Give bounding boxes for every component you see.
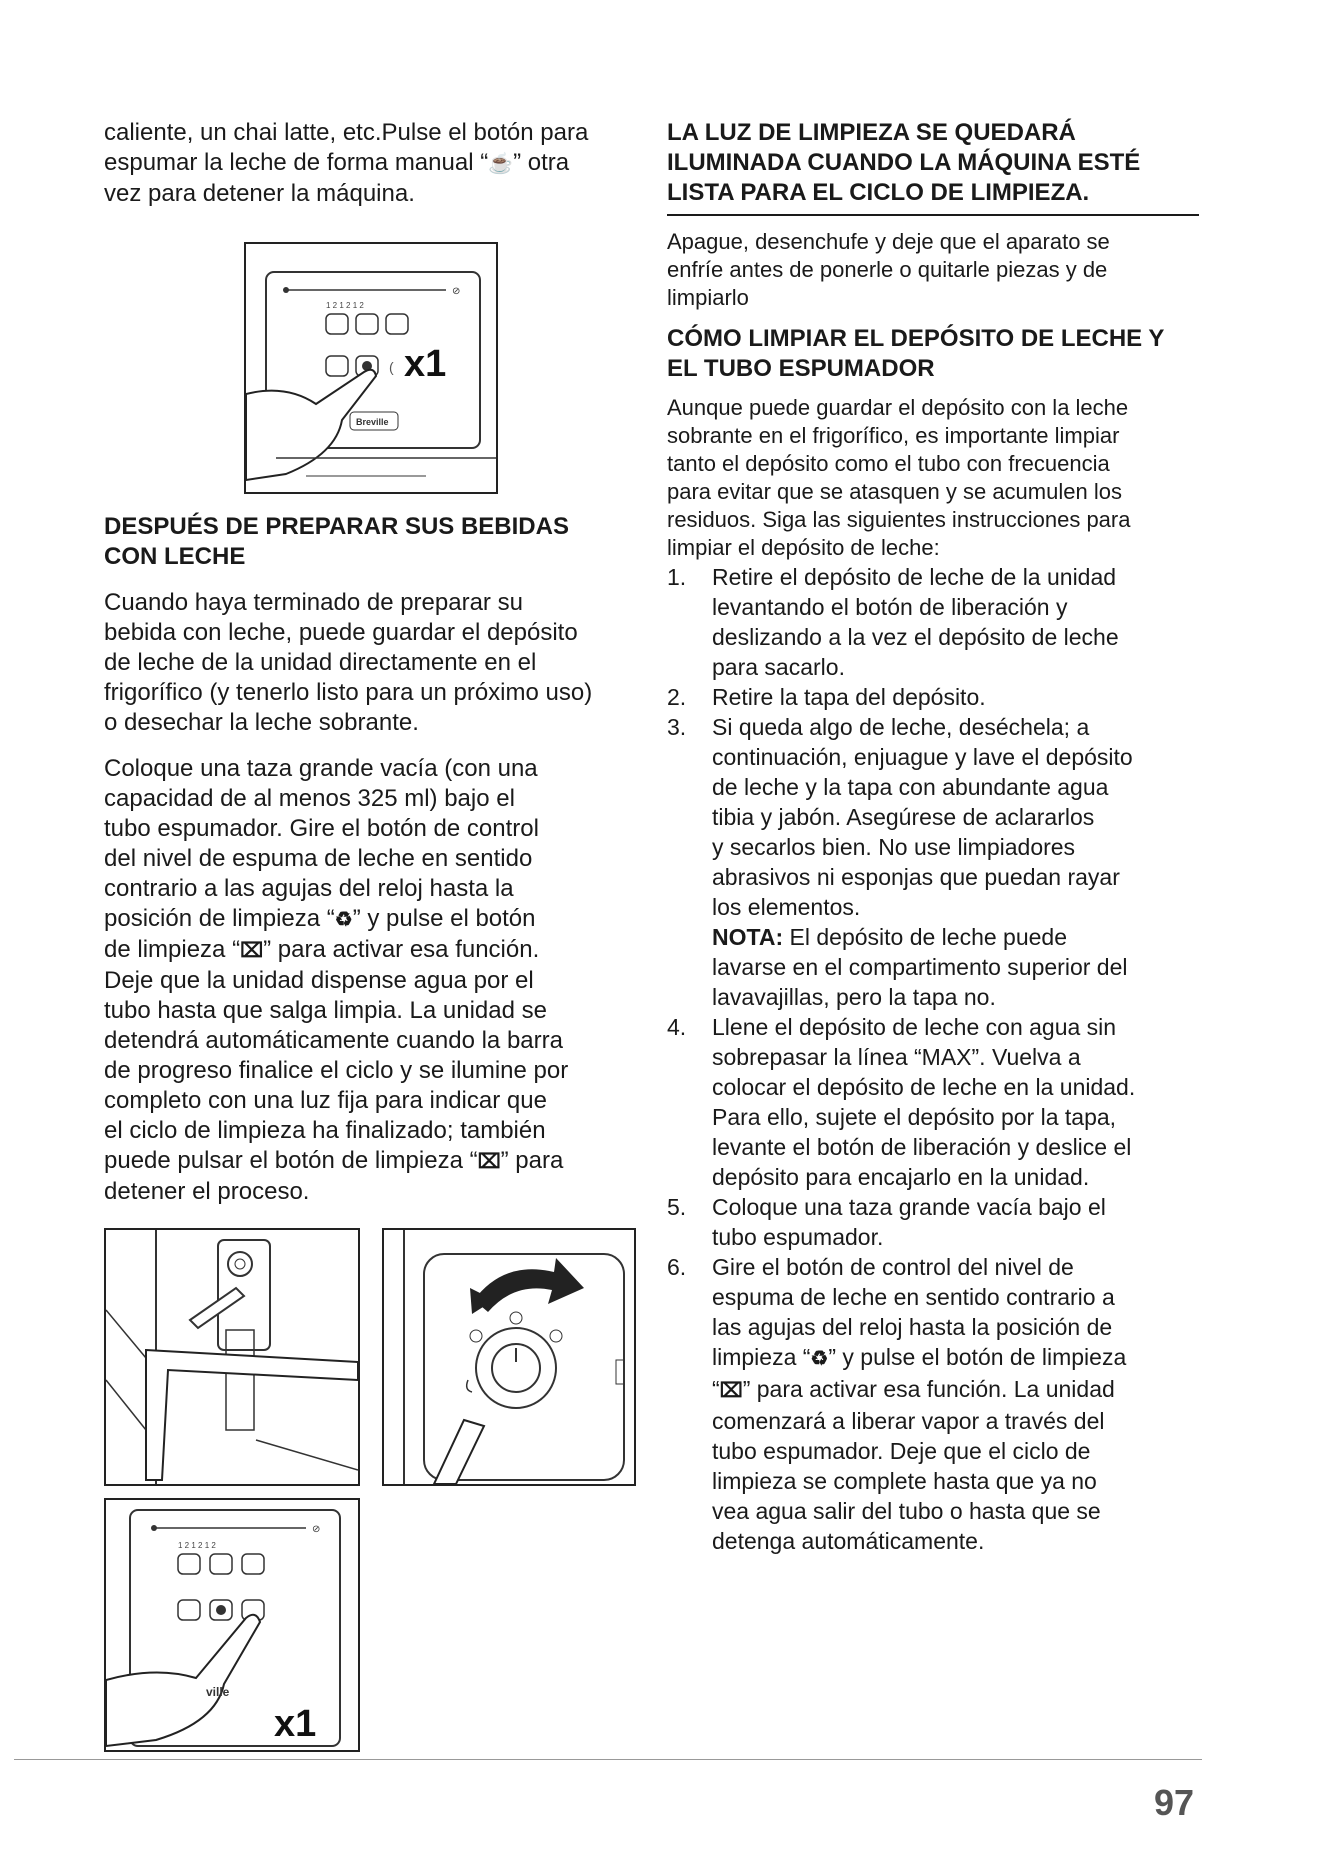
note-text: El depósito de leche puede xyxy=(783,924,1068,950)
intro-line: residuos. Siga las siguientes instrucciones para xyxy=(667,507,1131,532)
step6-line-4-start: limpieza “ xyxy=(712,1344,811,1370)
step-line: Para ello, sujete el depósito por la tapa, xyxy=(712,1104,1117,1130)
cleaning-steps xyxy=(667,562,1199,1556)
intro-line-2-end: ” otra xyxy=(513,149,570,176)
step-item xyxy=(667,1252,1199,1556)
para2-line: capacidad de al menos 325 ml) bajo el xyxy=(104,785,515,812)
step-line: levantando el botón de liberación y xyxy=(712,594,1068,620)
step-line: limpieza se complete hasta que ya no xyxy=(712,1468,1097,1494)
step-line: tubo espumador. Deje que el ciclo de xyxy=(712,1438,1091,1464)
step-line: y secarlos bien. No use limpiadores xyxy=(712,834,1076,860)
step6-line-4-end: ” y pulse el botón de limpieza xyxy=(828,1344,1127,1370)
step-line: Si queda algo de leche, deséchela; a xyxy=(712,714,1090,740)
warning-line: Apague, desenchufe y deje que el aparato se xyxy=(667,229,1110,254)
para2-line-7-end: ” para activar esa función. xyxy=(263,936,540,963)
step-line: comenzará a liberar vapor a través del xyxy=(712,1408,1105,1434)
step-line: Retire la tapa del depósito. xyxy=(712,684,986,710)
warning-line: enfríe antes de ponerle o quitarle piezas y de xyxy=(667,257,1108,282)
intro-line-3: vez para detener la máquina. xyxy=(104,180,415,207)
step-line: los elementos. xyxy=(712,894,861,920)
para2-line-14-end: ” para xyxy=(500,1147,564,1174)
clean-tank-heading-line: CÓMO LIMPIAR EL DEPÓSITO DE LECHE Y xyxy=(667,325,1165,352)
para2-line: tubo hasta que salga limpia. La unidad se xyxy=(104,997,547,1024)
step-line: espuma de leche en sentido contrario a xyxy=(712,1284,1115,1310)
step-item xyxy=(667,1192,1199,1252)
para2-line: detener el proceso. xyxy=(104,1178,310,1205)
fig4-brand: ville xyxy=(206,1685,230,1699)
clean-position-icon: ♻ xyxy=(810,1348,829,1370)
intro-line-2-start: espumar la leche de forma manual “ xyxy=(104,149,489,176)
page-number: 97 xyxy=(1153,1782,1194,1823)
step-line xyxy=(712,1374,1199,1406)
step-number: 3. xyxy=(667,714,687,740)
step-number: 6. xyxy=(667,1254,687,1280)
light-heading-line: LISTA PARA EL CICLO DE LIMPIEZA. xyxy=(667,179,1090,206)
step-item xyxy=(667,562,1199,682)
step6-line-5-end: ” para activar esa función. La unidad xyxy=(742,1376,1115,1402)
clean-button-icon: ⌧ xyxy=(477,1151,501,1173)
step-line: depósito para encajarlo en la unidad. xyxy=(712,1164,1090,1190)
clean-position-icon: ♻ xyxy=(334,909,353,931)
para2-line-14-start: puede pulsar el botón de limpieza “ xyxy=(104,1147,478,1174)
intro-line: sobrante en el frigorífico, es importante limpiar xyxy=(667,423,1120,448)
fig1-x1-label: x1 xyxy=(404,343,447,385)
para2-line: de progreso finalice el ciclo y se ilumine por xyxy=(104,1057,569,1084)
para2-line xyxy=(104,1146,634,1177)
step-line: tibia y jabón. Asegúrese de aclararlos xyxy=(712,804,1095,830)
para1-line: bebida con leche, puede guardar el depósito xyxy=(104,619,578,646)
svg-text:⊘: ⊘ xyxy=(452,286,461,297)
note-line xyxy=(712,922,1199,952)
intro-line: Aunque puede guardar el depósito con la leche xyxy=(667,395,1129,420)
fig1-brand: Breville xyxy=(356,417,389,427)
step-line: vea agua salir del tubo o hasta que se xyxy=(712,1498,1101,1524)
para1-line: Cuando haya terminado de preparar su xyxy=(104,589,523,616)
clean-button-icon: ⌧ xyxy=(240,940,264,962)
para2-line: contrario a las agujas del reloj hasta la xyxy=(104,875,514,902)
para2-line: Deje que la unidad dispense agua por el xyxy=(104,967,534,994)
para2-line xyxy=(104,904,634,935)
right-column xyxy=(667,118,1199,1556)
figure-panel-froth xyxy=(244,242,498,494)
step-line: de leche y la tapa con abundante agua xyxy=(712,774,1109,800)
step-item xyxy=(667,1012,1199,1192)
note-line: lavavajillas, pero la tapa no. xyxy=(712,984,996,1010)
para2-line: Coloque una taza grande vacía (con una xyxy=(104,755,538,782)
after-milk-heading-line-2: CON LECHE xyxy=(104,543,246,570)
step-number: 4. xyxy=(667,1014,687,1040)
para1-line: frigorífico (y tenerlo listo para un próximo uso) xyxy=(104,679,593,706)
svg-text:⊘: ⊘ xyxy=(312,1524,321,1535)
step-number: 5. xyxy=(667,1194,687,1220)
note-line: lavarse en el compartimento superior del xyxy=(712,954,1128,980)
light-heading-line: ILUMINADA CUANDO LA MÁQUINA ESTÉ xyxy=(667,149,1141,176)
step-line xyxy=(712,1342,1199,1374)
step-line: deslizando a la vez el depósito de leche xyxy=(712,624,1119,650)
step-line: las agujas del reloj hasta la posición de xyxy=(712,1314,1113,1340)
step-line: Retire el depósito de leche de la unidad xyxy=(712,564,1117,590)
para2-line: del nivel de espuma de leche en sentido xyxy=(104,845,533,872)
intro-line-1: caliente, un chai latte, etc.Pulse el botón para xyxy=(104,119,589,146)
para1-line: de leche de la unidad directamente en el xyxy=(104,649,537,676)
footer-divider xyxy=(14,1759,1202,1760)
svg-text:(: ( xyxy=(389,359,394,375)
heading-divider xyxy=(667,214,1199,216)
step-number: 2. xyxy=(667,684,687,710)
figure-frother-wand xyxy=(104,1228,360,1486)
fig1-numbers: 1 2 1 2 1 2 xyxy=(326,301,364,310)
step-line: continuación, enjuague y lave el depósito xyxy=(712,744,1133,770)
para2-line: tubo espumador. Gire el botón de control xyxy=(104,815,539,842)
step-line: detenga automáticamente. xyxy=(712,1528,985,1554)
clean-button-icon: ⌧ xyxy=(719,1380,743,1402)
step-line: para sacarlo. xyxy=(712,654,845,680)
intro-line: tanto el depósito como el tubo con frecuencia xyxy=(667,451,1110,476)
para2-line-7-start: de limpieza “ xyxy=(104,936,241,963)
clean-tank-heading-line: EL TUBO ESPUMADOR xyxy=(667,355,935,382)
step6-line-5-start: “ xyxy=(712,1376,720,1402)
para2-line-6-start: posición de limpieza “ xyxy=(104,905,335,932)
warning-line: limpiarlo xyxy=(667,285,749,310)
step-line: Gire el botón de control del nivel de xyxy=(712,1254,1074,1280)
left-column-lower xyxy=(104,512,634,1207)
para2-line xyxy=(104,935,634,966)
step-number: 1. xyxy=(667,564,687,590)
para1-line: o desechar la leche sobrante. xyxy=(104,709,419,736)
fig4-numbers: 1 2 1 2 1 2 xyxy=(178,1541,216,1550)
para2-line-6-end: ” y pulse el botón xyxy=(352,905,536,932)
step-line: Coloque una taza grande vacía bajo el xyxy=(712,1194,1106,1220)
figure-panel-clean xyxy=(104,1498,360,1752)
fig4-x1-label: x1 xyxy=(274,1703,317,1745)
step-item xyxy=(667,682,1199,712)
step-item xyxy=(667,712,1199,1012)
para2-line: completo con una luz fija para indicar que xyxy=(104,1087,547,1114)
intro-line: limpiar el depósito de leche: xyxy=(667,535,940,560)
manual-froth-icon: ☕ xyxy=(488,153,514,175)
step-line: colocar el depósito de leche en la unidad. xyxy=(712,1074,1136,1100)
step-line: tubo espumador. xyxy=(712,1224,884,1250)
after-milk-heading-line-1: DESPUÉS DE PREPARAR SUS BEBIDAS xyxy=(104,513,569,540)
step-line: Llene el depósito de leche con agua sin xyxy=(712,1014,1117,1040)
intro-line-2 xyxy=(104,148,634,179)
left-column xyxy=(104,118,634,209)
para2-line: detendrá automáticamente cuando la barra xyxy=(104,1027,563,1054)
step-line: sobrepasar la línea “MAX”. Vuelva a xyxy=(712,1044,1081,1070)
intro-line: para evitar que se atasquen y se acumulen los xyxy=(667,479,1122,504)
figure-dial-rotate xyxy=(382,1228,636,1486)
note-label: NOTA: xyxy=(712,924,784,950)
step-line: abrasivos ni esponjas que puedan rayar xyxy=(712,864,1120,890)
light-heading-line: LA LUZ DE LIMPIEZA SE QUEDARÁ xyxy=(667,119,1076,146)
step-line: levante el botón de liberación y deslice el xyxy=(712,1134,1132,1160)
para2-line: el ciclo de limpieza ha finalizado; también xyxy=(104,1117,546,1144)
